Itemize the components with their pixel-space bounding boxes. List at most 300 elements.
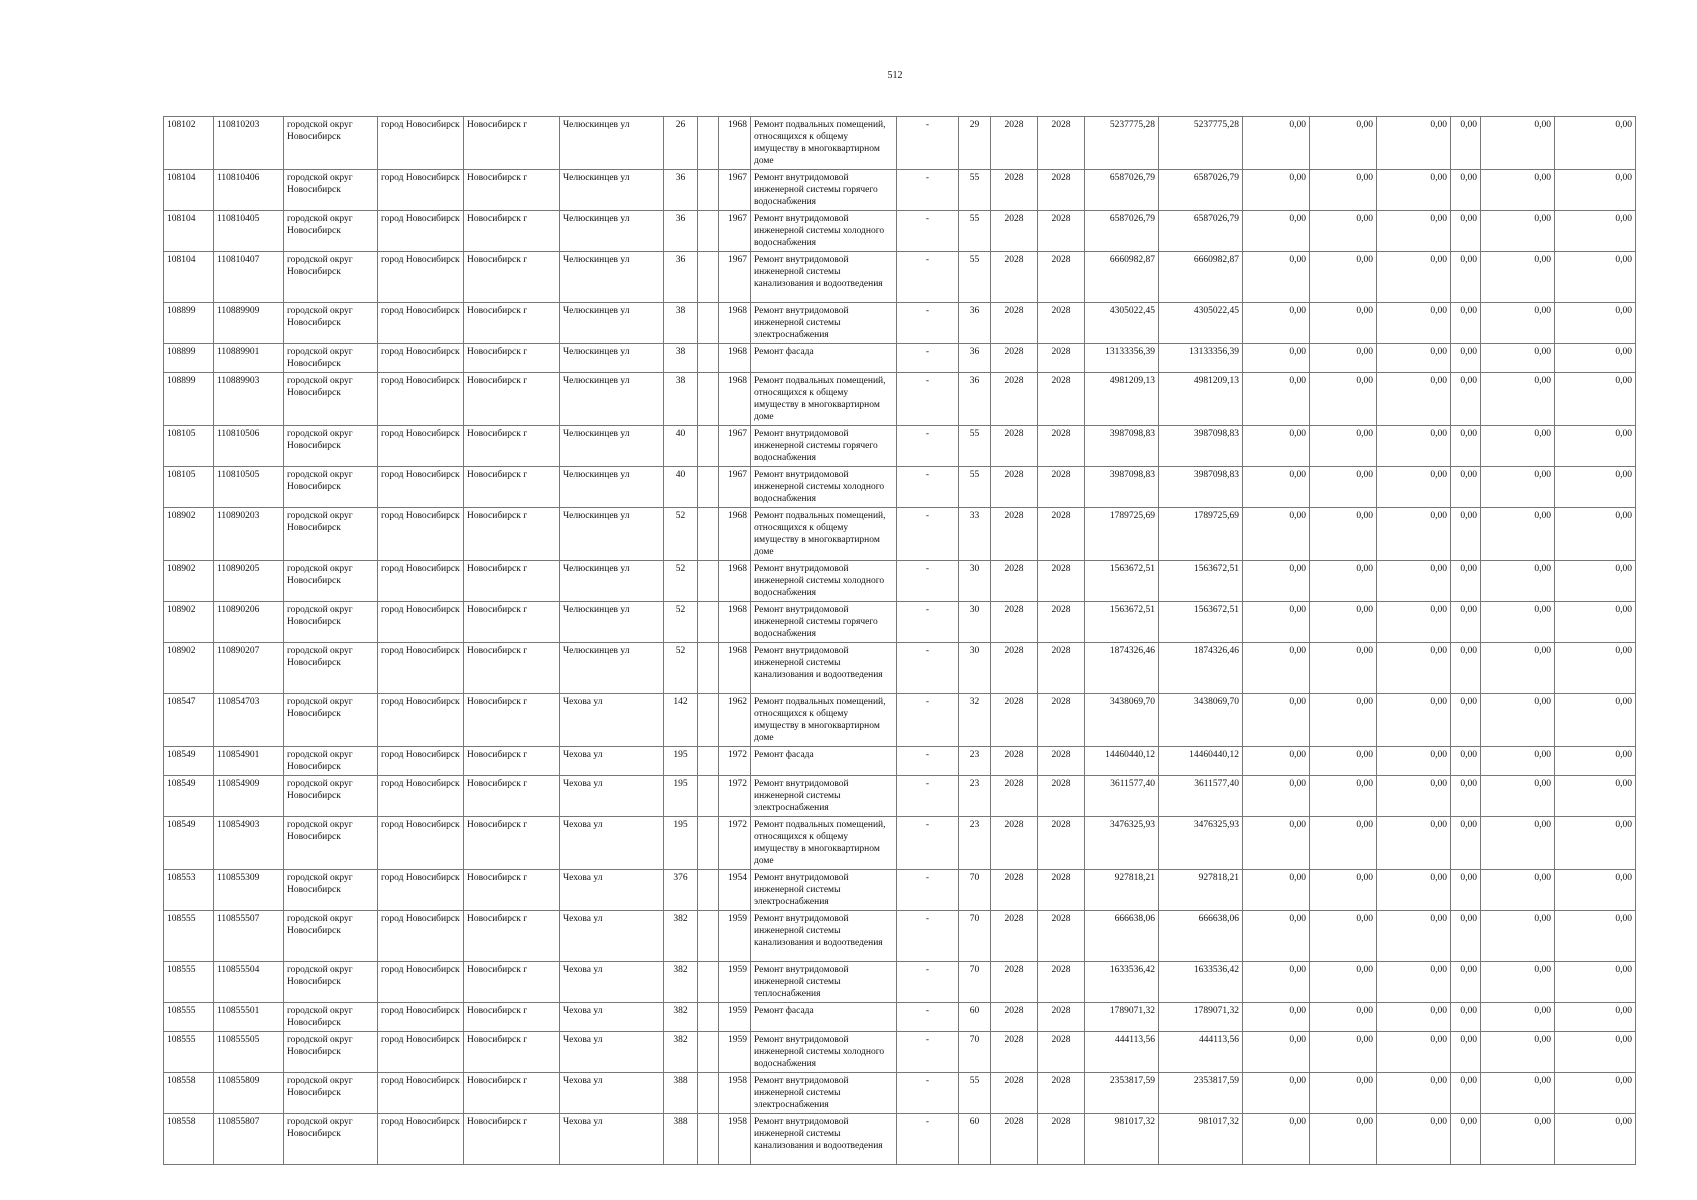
cell-house-number: 52 — [664, 561, 698, 602]
cell-plan-year-end: 2028 — [1038, 1073, 1085, 1114]
cell-cost-budget-federal: 0,00 — [1243, 911, 1310, 962]
cell-object-id: 108553 — [164, 870, 214, 911]
cell-dash: - — [897, 373, 959, 426]
cell-cost-fund: 927818,21 — [1159, 870, 1243, 911]
cell-total-cost: 1563672,51 — [1085, 561, 1159, 602]
cell-municipality: городской округ Новосибирск — [284, 252, 378, 303]
cell-plan-year-start: 2028 — [991, 211, 1038, 252]
cell-plan-year-start: 2028 — [991, 870, 1038, 911]
cell-cost-other: 0,00 — [1555, 911, 1636, 962]
cell-cost-owners-b: 0,00 — [1481, 303, 1555, 344]
cell-cost-budget-federal: 0,00 — [1243, 870, 1310, 911]
cell-wear-percent: 30 — [959, 643, 991, 694]
cell-cost-budget-regional: 0,00 — [1310, 1003, 1377, 1032]
cell-work-id: 110890206 — [214, 602, 284, 643]
cell-settlement: город Новосибирск — [378, 373, 464, 426]
cell-settlement: город Новосибирск — [378, 303, 464, 344]
cell-work-id: 110855309 — [214, 870, 284, 911]
cell-street: Чехова ул — [560, 776, 664, 817]
cell-municipality: городской округ Новосибирск — [284, 1003, 378, 1032]
cell-object-id: 108899 — [164, 344, 214, 373]
table-row — [164, 643, 1636, 694]
cell-cost-budget-local: 0,00 — [1377, 643, 1451, 694]
cell-plan-year-start: 2028 — [991, 776, 1038, 817]
cell-building — [698, 1003, 719, 1032]
cell-total-cost: 1789725,69 — [1085, 508, 1159, 561]
cell-cost-fund: 3987098,83 — [1159, 467, 1243, 508]
cell-municipality: городской округ Новосибирск — [284, 817, 378, 870]
cell-cost-budget-federal: 0,00 — [1243, 170, 1310, 211]
table-row — [164, 870, 1636, 911]
cell-dash: - — [897, 776, 959, 817]
cell-street: Чехова ул — [560, 694, 664, 747]
cell-dash: - — [897, 344, 959, 373]
cell-work-id: 110889903 — [214, 373, 284, 426]
table-row — [164, 1073, 1636, 1114]
cell-year-built: 1959 — [719, 1003, 751, 1032]
cell-building — [698, 211, 719, 252]
cell-cost-budget-local: 0,00 — [1377, 373, 1451, 426]
cell-cost-budget-local: 0,00 — [1377, 602, 1451, 643]
cell-object-id: 108547 — [164, 694, 214, 747]
cell-cost-owners-b: 0,00 — [1481, 467, 1555, 508]
table-row — [164, 747, 1636, 776]
cell-year-built: 1959 — [719, 1032, 751, 1073]
cell-total-cost: 1874326,46 — [1085, 643, 1159, 694]
cell-cost-owners-b: 0,00 — [1481, 694, 1555, 747]
cell-settlement: город Новосибирск — [378, 170, 464, 211]
cell-city: Новосибирск г — [464, 911, 560, 962]
cell-cost-fund: 3438069,70 — [1159, 694, 1243, 747]
cell-dash: - — [897, 747, 959, 776]
cell-cost-fund: 2353817,59 — [1159, 1073, 1243, 1114]
cell-settlement: город Новосибирск — [378, 561, 464, 602]
cell-plan-year-start: 2028 — [991, 694, 1038, 747]
cell-cost-fund: 981017,32 — [1159, 1114, 1243, 1165]
cell-cost-budget-local: 0,00 — [1377, 170, 1451, 211]
cell-work-type: Ремонт внутридомовой инженерной системы электроснабжения — [751, 776, 897, 817]
table-row — [164, 911, 1636, 962]
table-row — [164, 170, 1636, 211]
cell-cost-budget-federal: 0,00 — [1243, 1073, 1310, 1114]
cell-work-id: 110854903 — [214, 817, 284, 870]
cell-house-number: 38 — [664, 303, 698, 344]
cell-house-number: 36 — [664, 252, 698, 303]
cell-object-id: 108902 — [164, 602, 214, 643]
cell-municipality: городской округ Новосибирск — [284, 211, 378, 252]
cell-work-id: 110810406 — [214, 170, 284, 211]
cell-object-id: 108555 — [164, 1003, 214, 1032]
cell-cost-fund: 1563672,51 — [1159, 602, 1243, 643]
cell-house-number: 40 — [664, 426, 698, 467]
cell-cost-budget-local: 0,00 — [1377, 561, 1451, 602]
cell-year-built: 1959 — [719, 911, 751, 962]
cell-wear-percent: 33 — [959, 508, 991, 561]
cell-object-id: 108105 — [164, 467, 214, 508]
cell-wear-percent: 55 — [959, 426, 991, 467]
cell-cost-budget-federal: 0,00 — [1243, 252, 1310, 303]
cell-cost-fund: 5237775,28 — [1159, 117, 1243, 170]
cell-work-id: 110810405 — [214, 211, 284, 252]
cell-work-id: 110855807 — [214, 1114, 284, 1165]
cell-dash: - — [897, 426, 959, 467]
cell-cost-budget-regional: 0,00 — [1310, 694, 1377, 747]
cell-wear-percent: 70 — [959, 911, 991, 962]
cell-cost-owners-a: 0,00 — [1451, 747, 1481, 776]
cell-work-type: Ремонт внутридомовой инженерной системы электроснабжения — [751, 303, 897, 344]
cell-cost-owners-b: 0,00 — [1481, 962, 1555, 1003]
cell-cost-budget-federal: 0,00 — [1243, 817, 1310, 870]
cell-cost-owners-a: 0,00 — [1451, 1073, 1481, 1114]
cell-cost-other: 0,00 — [1555, 1114, 1636, 1165]
cell-cost-other: 0,00 — [1555, 1032, 1636, 1073]
cell-wear-percent: 55 — [959, 1073, 991, 1114]
cell-cost-owners-b: 0,00 — [1481, 170, 1555, 211]
cell-cost-budget-federal: 0,00 — [1243, 344, 1310, 373]
cell-settlement: город Новосибирск — [378, 870, 464, 911]
cell-year-built: 1972 — [719, 747, 751, 776]
cell-object-id: 108899 — [164, 303, 214, 344]
cell-object-id: 108104 — [164, 211, 214, 252]
cell-object-id: 108549 — [164, 776, 214, 817]
cell-cost-owners-b: 0,00 — [1481, 252, 1555, 303]
cell-cost-owners-b: 0,00 — [1481, 344, 1555, 373]
cell-cost-other: 0,00 — [1555, 694, 1636, 747]
cell-wear-percent: 23 — [959, 747, 991, 776]
cell-wear-percent: 23 — [959, 776, 991, 817]
cell-city: Новосибирск г — [464, 870, 560, 911]
cell-cost-owners-a: 0,00 — [1451, 962, 1481, 1003]
cell-cost-budget-local: 0,00 — [1377, 911, 1451, 962]
cell-object-id: 108105 — [164, 426, 214, 467]
cell-municipality: городской округ Новосибирск — [284, 426, 378, 467]
cell-plan-year-end: 2028 — [1038, 426, 1085, 467]
cell-cost-owners-a: 0,00 — [1451, 508, 1481, 561]
cell-building — [698, 373, 719, 426]
cell-municipality: городской округ Новосибирск — [284, 747, 378, 776]
cell-total-cost: 6660982,87 — [1085, 252, 1159, 303]
cell-year-built: 1972 — [719, 817, 751, 870]
cell-dash: - — [897, 252, 959, 303]
cell-municipality: городской округ Новосибирск — [284, 776, 378, 817]
cell-work-type: Ремонт подвальных помещений, относящихся к общему имуществу в многоквартирном доме — [751, 694, 897, 747]
cell-plan-year-end: 2028 — [1038, 817, 1085, 870]
cell-cost-budget-federal: 0,00 — [1243, 776, 1310, 817]
cell-work-id: 110810203 — [214, 117, 284, 170]
cell-total-cost: 6587026,79 — [1085, 211, 1159, 252]
cell-city: Новосибирск г — [464, 1073, 560, 1114]
cell-building — [698, 817, 719, 870]
cell-work-id: 110890203 — [214, 508, 284, 561]
cell-building — [698, 303, 719, 344]
cell-year-built: 1968 — [719, 373, 751, 426]
table-row — [164, 776, 1636, 817]
cell-plan-year-end: 2028 — [1038, 643, 1085, 694]
cell-street: Челюскинцев ул — [560, 303, 664, 344]
cell-building — [698, 1073, 719, 1114]
cell-work-id: 110890207 — [214, 643, 284, 694]
cell-year-built: 1958 — [719, 1073, 751, 1114]
registry-body — [164, 117, 1636, 1165]
cell-year-built: 1968 — [719, 602, 751, 643]
cell-cost-budget-local: 0,00 — [1377, 870, 1451, 911]
cell-object-id: 108558 — [164, 1073, 214, 1114]
cell-cost-budget-local: 0,00 — [1377, 1114, 1451, 1165]
cell-street: Челюскинцев ул — [560, 602, 664, 643]
cell-cost-budget-regional: 0,00 — [1310, 561, 1377, 602]
cell-object-id: 108549 — [164, 747, 214, 776]
cell-year-built: 1967 — [719, 170, 751, 211]
cell-cost-budget-local: 0,00 — [1377, 1003, 1451, 1032]
cell-object-id: 108902 — [164, 643, 214, 694]
cell-plan-year-start: 2028 — [991, 344, 1038, 373]
page-number: 512 — [887, 70, 903, 81]
table-row — [164, 962, 1636, 1003]
cell-cost-owners-a: 0,00 — [1451, 170, 1481, 211]
cell-cost-budget-regional: 0,00 — [1310, 426, 1377, 467]
cell-wear-percent: 70 — [959, 1032, 991, 1073]
cell-cost-budget-local: 0,00 — [1377, 694, 1451, 747]
cell-building — [698, 1114, 719, 1165]
cell-cost-other: 0,00 — [1555, 373, 1636, 426]
cell-cost-owners-a: 0,00 — [1451, 911, 1481, 962]
cell-total-cost: 4981209,13 — [1085, 373, 1159, 426]
cell-settlement: город Новосибирск — [378, 426, 464, 467]
cell-street: Челюскинцев ул — [560, 170, 664, 211]
cell-city: Новосибирск г — [464, 508, 560, 561]
table-row — [164, 117, 1636, 170]
cell-work-type: Ремонт фасада — [751, 747, 897, 776]
cell-cost-owners-a: 0,00 — [1451, 694, 1481, 747]
cell-total-cost: 3476325,93 — [1085, 817, 1159, 870]
cell-city: Новосибирск г — [464, 1114, 560, 1165]
cell-cost-owners-b: 0,00 — [1481, 117, 1555, 170]
cell-cost-other: 0,00 — [1555, 117, 1636, 170]
cell-house-number: 52 — [664, 508, 698, 561]
cell-municipality: городской округ Новосибирск — [284, 694, 378, 747]
cell-house-number: 142 — [664, 694, 698, 747]
cell-plan-year-end: 2028 — [1038, 303, 1085, 344]
cell-total-cost: 5237775,28 — [1085, 117, 1159, 170]
cell-dash: - — [897, 303, 959, 344]
cell-cost-budget-federal: 0,00 — [1243, 602, 1310, 643]
cell-cost-other: 0,00 — [1555, 344, 1636, 373]
cell-settlement: город Новосибирск — [378, 911, 464, 962]
cell-cost-budget-federal: 0,00 — [1243, 211, 1310, 252]
cell-plan-year-start: 2028 — [991, 747, 1038, 776]
cell-cost-budget-local: 0,00 — [1377, 211, 1451, 252]
cell-cost-other: 0,00 — [1555, 747, 1636, 776]
cell-building — [698, 426, 719, 467]
cell-settlement: город Новосибирск — [378, 211, 464, 252]
cell-street: Челюскинцев ул — [560, 561, 664, 602]
cell-settlement: город Новосибирск — [378, 1073, 464, 1114]
cell-work-type: Ремонт внутридомовой инженерной системы канализования и водоотведения — [751, 1114, 897, 1165]
registry-table — [163, 116, 1636, 1165]
cell-total-cost: 4305022,45 — [1085, 303, 1159, 344]
cell-city: Новосибирск г — [464, 643, 560, 694]
cell-cost-budget-local: 0,00 — [1377, 467, 1451, 508]
cell-street: Челюскинцев ул — [560, 252, 664, 303]
cell-city: Новосибирск г — [464, 747, 560, 776]
cell-work-type: Ремонт фасада — [751, 344, 897, 373]
cell-cost-budget-regional: 0,00 — [1310, 643, 1377, 694]
cell-wear-percent: 60 — [959, 1114, 991, 1165]
cell-cost-budget-regional: 0,00 — [1310, 467, 1377, 508]
cell-cost-budget-regional: 0,00 — [1310, 962, 1377, 1003]
cell-dash: - — [897, 1003, 959, 1032]
cell-building — [698, 694, 719, 747]
cell-cost-owners-a: 0,00 — [1451, 643, 1481, 694]
cell-city: Новосибирск г — [464, 602, 560, 643]
table-row — [164, 561, 1636, 602]
cell-street: Челюскинцев ул — [560, 467, 664, 508]
cell-cost-fund: 14460440,12 — [1159, 747, 1243, 776]
cell-total-cost: 13133356,39 — [1085, 344, 1159, 373]
cell-dash: - — [897, 694, 959, 747]
cell-work-type: Ремонт внутридомовой инженерной системы горячего водоснабжения — [751, 426, 897, 467]
cell-total-cost: 2353817,59 — [1085, 1073, 1159, 1114]
cell-settlement: город Новосибирск — [378, 1003, 464, 1032]
cell-settlement: город Новосибирск — [378, 643, 464, 694]
cell-municipality: городской округ Новосибирск — [284, 467, 378, 508]
cell-municipality: городской округ Новосибирск — [284, 170, 378, 211]
cell-year-built: 1968 — [719, 508, 751, 561]
cell-cost-owners-a: 0,00 — [1451, 344, 1481, 373]
cell-plan-year-end: 2028 — [1038, 252, 1085, 303]
cell-cost-fund: 4305022,45 — [1159, 303, 1243, 344]
cell-plan-year-start: 2028 — [991, 1032, 1038, 1073]
cell-settlement: город Новосибирск — [378, 694, 464, 747]
cell-cost-budget-local: 0,00 — [1377, 117, 1451, 170]
cell-street: Чехова ул — [560, 962, 664, 1003]
cell-work-id: 110889909 — [214, 303, 284, 344]
cell-cost-owners-b: 0,00 — [1481, 747, 1555, 776]
cell-wear-percent: 70 — [959, 962, 991, 1003]
cell-total-cost: 3987098,83 — [1085, 467, 1159, 508]
cell-cost-other: 0,00 — [1555, 962, 1636, 1003]
cell-cost-owners-b: 0,00 — [1481, 1114, 1555, 1165]
cell-cost-fund: 6587026,79 — [1159, 170, 1243, 211]
cell-settlement: город Новосибирск — [378, 252, 464, 303]
cell-dash: - — [897, 508, 959, 561]
table-row — [164, 467, 1636, 508]
cell-street: Чехова ул — [560, 1032, 664, 1073]
cell-settlement: город Новосибирск — [378, 817, 464, 870]
cell-work-id: 110854909 — [214, 776, 284, 817]
cell-plan-year-start: 2028 — [991, 561, 1038, 602]
cell-total-cost: 927818,21 — [1085, 870, 1159, 911]
cell-house-number: 195 — [664, 817, 698, 870]
table-row — [164, 1114, 1636, 1165]
cell-house-number: 36 — [664, 170, 698, 211]
cell-cost-owners-a: 0,00 — [1451, 1114, 1481, 1165]
cell-cost-budget-local: 0,00 — [1377, 747, 1451, 776]
cell-cost-budget-regional: 0,00 — [1310, 911, 1377, 962]
cell-cost-budget-regional: 0,00 — [1310, 303, 1377, 344]
cell-cost-budget-regional: 0,00 — [1310, 170, 1377, 211]
cell-cost-owners-b: 0,00 — [1481, 1003, 1555, 1032]
cell-cost-budget-federal: 0,00 — [1243, 962, 1310, 1003]
cell-cost-budget-local: 0,00 — [1377, 1073, 1451, 1114]
cell-year-built: 1967 — [719, 211, 751, 252]
cell-street: Чехова ул — [560, 911, 664, 962]
cell-cost-budget-federal: 0,00 — [1243, 373, 1310, 426]
cell-city: Новосибирск г — [464, 776, 560, 817]
cell-plan-year-end: 2028 — [1038, 694, 1085, 747]
cell-building — [698, 911, 719, 962]
cell-settlement: город Новосибирск — [378, 747, 464, 776]
cell-work-id: 110810505 — [214, 467, 284, 508]
cell-cost-other: 0,00 — [1555, 776, 1636, 817]
cell-plan-year-end: 2028 — [1038, 211, 1085, 252]
cell-plan-year-start: 2028 — [991, 373, 1038, 426]
cell-cost-owners-a: 0,00 — [1451, 252, 1481, 303]
cell-total-cost: 1633536,42 — [1085, 962, 1159, 1003]
cell-dash: - — [897, 170, 959, 211]
table-row — [164, 344, 1636, 373]
cell-house-number: 26 — [664, 117, 698, 170]
cell-work-id: 110855505 — [214, 1032, 284, 1073]
cell-city: Новосибирск г — [464, 117, 560, 170]
cell-cost-budget-local: 0,00 — [1377, 817, 1451, 870]
cell-dash: - — [897, 817, 959, 870]
cell-year-built: 1967 — [719, 467, 751, 508]
cell-plan-year-start: 2028 — [991, 962, 1038, 1003]
cell-work-type: Ремонт внутридомовой инженерной системы холодного водоснабжения — [751, 561, 897, 602]
cell-plan-year-end: 2028 — [1038, 467, 1085, 508]
cell-cost-fund: 1789071,32 — [1159, 1003, 1243, 1032]
cell-cost-other: 0,00 — [1555, 1003, 1636, 1032]
cell-dash: - — [897, 1032, 959, 1073]
cell-wear-percent: 32 — [959, 694, 991, 747]
cell-municipality: городской округ Новосибирск — [284, 1032, 378, 1073]
cell-house-number: 382 — [664, 911, 698, 962]
cell-work-id: 110855507 — [214, 911, 284, 962]
cell-plan-year-start: 2028 — [991, 1073, 1038, 1114]
cell-settlement: город Новосибирск — [378, 962, 464, 1003]
cell-cost-budget-regional: 0,00 — [1310, 344, 1377, 373]
cell-cost-budget-local: 0,00 — [1377, 962, 1451, 1003]
cell-city: Новосибирск г — [464, 426, 560, 467]
cell-cost-owners-a: 0,00 — [1451, 426, 1481, 467]
cell-building — [698, 643, 719, 694]
cell-dash: - — [897, 1114, 959, 1165]
cell-settlement: город Новосибирск — [378, 117, 464, 170]
cell-plan-year-end: 2028 — [1038, 911, 1085, 962]
cell-cost-budget-regional: 0,00 — [1310, 211, 1377, 252]
cell-cost-budget-regional: 0,00 — [1310, 117, 1377, 170]
cell-plan-year-end: 2028 — [1038, 602, 1085, 643]
cell-building — [698, 508, 719, 561]
cell-plan-year-end: 2028 — [1038, 1003, 1085, 1032]
cell-work-type: Ремонт внутридомовой инженерной системы горячего водоснабжения — [751, 602, 897, 643]
cell-cost-budget-regional: 0,00 — [1310, 747, 1377, 776]
cell-cost-owners-b: 0,00 — [1481, 817, 1555, 870]
cell-plan-year-start: 2028 — [991, 467, 1038, 508]
cell-plan-year-start: 2028 — [991, 508, 1038, 561]
cell-cost-budget-local: 0,00 — [1377, 508, 1451, 561]
cell-street: Челюскинцев ул — [560, 373, 664, 426]
cell-building — [698, 117, 719, 170]
cell-cost-fund: 3611577,40 — [1159, 776, 1243, 817]
table-row — [164, 602, 1636, 643]
cell-cost-other: 0,00 — [1555, 561, 1636, 602]
cell-cost-fund: 3987098,83 — [1159, 426, 1243, 467]
cell-work-id: 110855809 — [214, 1073, 284, 1114]
cell-cost-other: 0,00 — [1555, 508, 1636, 561]
cell-work-type: Ремонт фасада — [751, 1003, 897, 1032]
